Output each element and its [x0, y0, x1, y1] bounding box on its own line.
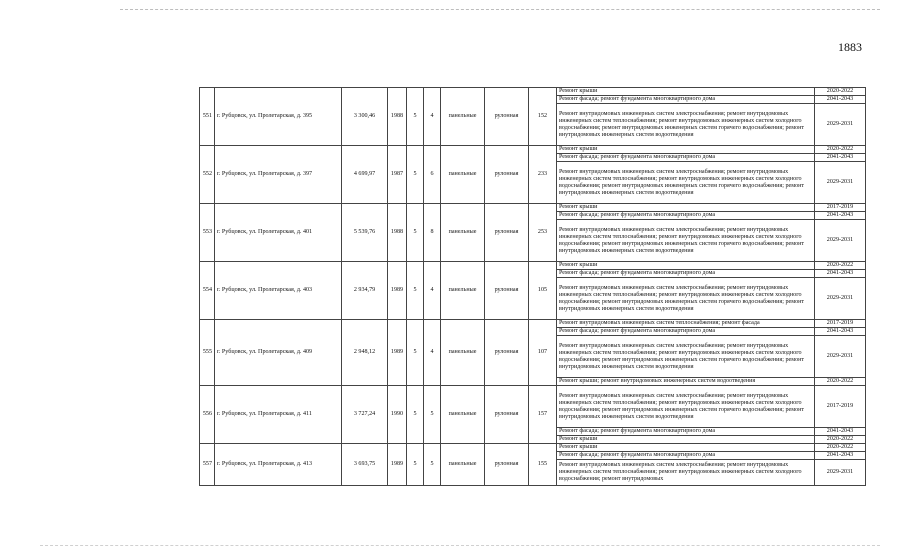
- cell-entrances: 6: [424, 146, 441, 204]
- page-number: 1883: [838, 40, 862, 54]
- cell-work-type: Ремонт фасада; ремонт фундамента многоквартирного дома: [557, 154, 815, 162]
- cell-period: 2020-2022: [815, 444, 866, 452]
- cell-apartments: 157: [529, 386, 557, 444]
- cell-work-type: Ремонт внутридомовых инженерных систем теплоснабжения; ремонт фасада: [557, 320, 815, 328]
- cell-period: 2029-2031: [815, 220, 866, 262]
- cell-area: 4 699,97: [342, 146, 388, 204]
- cell-area: 5 539,76: [342, 204, 388, 262]
- cell-address: г. Рубцовск, ул. Пролетарская, д. 401: [215, 204, 342, 262]
- cell-work-type: Ремонт крыши: [557, 262, 815, 270]
- table-row: [200, 88, 866, 96]
- cell-roof: рулонная: [485, 204, 529, 262]
- cell-walls: панельные: [441, 146, 485, 204]
- cell-num: 551: [200, 88, 215, 146]
- scan-artifact-bottom: [40, 545, 880, 546]
- cell-year: 1988: [388, 204, 407, 262]
- cell-roof: рулонная: [485, 386, 529, 444]
- cell-apartments: 152: [529, 88, 557, 146]
- cell-walls: панельные: [441, 320, 485, 386]
- cell-floors: 5: [407, 320, 424, 386]
- cell-walls: панельные: [441, 204, 485, 262]
- cell-floors: 5: [407, 444, 424, 486]
- cell-apartments: 233: [529, 146, 557, 204]
- table-row: [200, 386, 866, 428]
- cell-year: 1989: [388, 444, 407, 486]
- housing-repair-table: [199, 87, 866, 486]
- cell-work-type: Ремонт фасада; ремонт фундамента многоквартирного дома: [557, 212, 815, 220]
- cell-roof: рулонная: [485, 320, 529, 386]
- cell-period: 2041-2043: [815, 270, 866, 278]
- cell-address: г. Рубцовск, ул. Пролетарская, д. 411: [215, 386, 342, 444]
- cell-work-type: Ремонт фасада; ремонт фундамента многоквартирного дома: [557, 270, 815, 278]
- cell-period: 2020-2022: [815, 378, 866, 386]
- cell-entrances: 5: [424, 386, 441, 444]
- cell-work-type: Ремонт внутридомовых инженерных систем электроснабжения; ремонт внутридомовых инженерных систем теплоснабжения; ремонт внутридомовых инженерных систем холодного водоснабжения; ремонт внутридомовых: [557, 460, 815, 486]
- cell-year: 1990: [388, 386, 407, 444]
- cell-work-type: Ремонт внутридомовых инженерных систем электроснабжения; ремонт внутридомовых инженерных систем теплоснабжения; ремонт внутридомовых инженерных систем холодного водоснабжения; ремонт внутридомовых инженерных систем горячего водоснабжения; ремонт внутридомовых инженерных систем водоотведения: [557, 162, 815, 204]
- cell-roof: рулонная: [485, 146, 529, 204]
- cell-entrances: 4: [424, 88, 441, 146]
- cell-walls: панельные: [441, 444, 485, 486]
- cell-period: 2017-2019: [815, 386, 866, 428]
- cell-work-type: Ремонт фасада; ремонт фундамента многоквартирного дома: [557, 428, 815, 436]
- cell-floors: 5: [407, 262, 424, 320]
- cell-area: 2 948,12: [342, 320, 388, 386]
- cell-floors: 5: [407, 146, 424, 204]
- cell-period: 2020-2022: [815, 146, 866, 154]
- cell-address: г. Рубцовск, ул. Пролетарская, д. 395: [215, 88, 342, 146]
- cell-work-type: Ремонт внутридомовых инженерных систем электроснабжения; ремонт внутридомовых инженерных систем теплоснабжения; ремонт внутридомовых инженерных систем холодного водоснабжения; ремонт внутридомовых инженерных систем горячего водоснабжения; ремонт внутридомовых инженерных систем водоотведения: [557, 220, 815, 262]
- cell-walls: панельные: [441, 88, 485, 146]
- cell-period: 2029-2031: [815, 336, 866, 378]
- cell-num: 553: [200, 204, 215, 262]
- cell-address: г. Рубцовск, ул. Пролетарская, д. 397: [215, 146, 342, 204]
- cell-work-type: Ремонт крыши; ремонт внутридомовых инженерных систем водоотведения: [557, 378, 815, 386]
- cell-num: 557: [200, 444, 215, 486]
- cell-year: 1987: [388, 146, 407, 204]
- cell-period: 2020-2022: [815, 88, 866, 96]
- cell-year: 1988: [388, 88, 407, 146]
- cell-floors: 5: [407, 204, 424, 262]
- cell-work-type: Ремонт внутридомовых инженерных систем электроснабжения; ремонт внутридомовых инженерных систем теплоснабжения; ремонт внутридомовых инженерных систем холодного водоснабжения; ремонт внутридомовых инженерных систем горячего водоснабжения; ремонт внутридомовых инженерных систем водоотведения: [557, 386, 815, 428]
- cell-area: 2 934,79: [342, 262, 388, 320]
- cell-year: 1989: [388, 320, 407, 386]
- cell-entrances: 8: [424, 204, 441, 262]
- cell-period: 2029-2031: [815, 460, 866, 486]
- cell-period: 2017-2019: [815, 204, 866, 212]
- cell-num: 552: [200, 146, 215, 204]
- cell-period: 2029-2031: [815, 104, 866, 146]
- cell-num: 556: [200, 386, 215, 444]
- cell-work-type: Ремонт крыши: [557, 444, 815, 452]
- cell-entrances: 4: [424, 320, 441, 386]
- cell-period: 2041-2043: [815, 212, 866, 220]
- cell-work-type: Ремонт внутридомовых инженерных систем электроснабжения; ремонт внутридомовых инженерных систем теплоснабжения; ремонт внутридомовых инженерных систем холодного водоснабжения; ремонт внутридомовых инженерных систем горячего водоснабжения; ремонт внутридомовых инженерных систем водоотведения: [557, 104, 815, 146]
- cell-walls: панельные: [441, 262, 485, 320]
- cell-period: 2041-2043: [815, 154, 866, 162]
- cell-work-type: Ремонт внутридомовых инженерных систем электроснабжения; ремонт внутридомовых инженерных систем теплоснабжения; ремонт внутридомовых инженерных систем холодного водоснабжения; ремонт внутридомовых инженерных систем горячего водоснабжения; ремонт внутридомовых инженерных систем водоотведения: [557, 278, 815, 320]
- cell-period: 2029-2031: [815, 162, 866, 204]
- table-row: [200, 320, 866, 328]
- cell-address: г. Рубцовск, ул. Пролетарская, д. 413: [215, 444, 342, 486]
- cell-apartments: 253: [529, 204, 557, 262]
- cell-work-type: Ремонт фасада; ремонт фундамента многоквартирного дома: [557, 96, 815, 104]
- cell-period: 2020-2022: [815, 262, 866, 270]
- cell-work-type: Ремонт внутридомовых инженерных систем электроснабжения; ремонт внутридомовых инженерных систем теплоснабжения; ремонт внутридомовых инженерных систем холодного водоснабжения; ремонт внутридомовых инженерных систем горячего водоснабжения; ремонт внутридомовых инженерных систем водоотведения: [557, 336, 815, 378]
- table-row: [200, 146, 866, 154]
- cell-area: 3 727,24: [342, 386, 388, 444]
- cell-work-type: Ремонт крыши: [557, 204, 815, 212]
- cell-work-type: Ремонт фасада; ремонт фундамента многоквартирного дома: [557, 452, 815, 460]
- cell-work-type: Ремонт крыши: [557, 88, 815, 96]
- cell-period: 2041-2043: [815, 96, 866, 104]
- cell-work-type: Ремонт крыши: [557, 436, 815, 444]
- cell-period: 2041-2043: [815, 452, 866, 460]
- cell-num: 555: [200, 320, 215, 386]
- cell-address: г. Рубцовск, ул. Пролетарская, д. 409: [215, 320, 342, 386]
- scan-artifact-top: [120, 9, 880, 10]
- cell-address: г. Рубцовск, ул. Пролетарская, д. 403: [215, 262, 342, 320]
- cell-area: 3 300,46: [342, 88, 388, 146]
- table-row: [200, 444, 866, 452]
- cell-walls: панельные: [441, 386, 485, 444]
- cell-period: 2041-2043: [815, 328, 866, 336]
- cell-period: 2041-2043: [815, 428, 866, 436]
- cell-num: 554: [200, 262, 215, 320]
- cell-apartments: 155: [529, 444, 557, 486]
- cell-work-type: Ремонт крыши: [557, 146, 815, 154]
- cell-floors: 5: [407, 88, 424, 146]
- cell-roof: рулонная: [485, 444, 529, 486]
- cell-roof: рулонная: [485, 262, 529, 320]
- cell-period: 2029-2031: [815, 278, 866, 320]
- cell-area: 3 693,75: [342, 444, 388, 486]
- cell-period: 2017-2019: [815, 320, 866, 328]
- cell-floors: 5: [407, 386, 424, 444]
- cell-year: 1989: [388, 262, 407, 320]
- table-row: [200, 204, 866, 212]
- cell-entrances: 5: [424, 444, 441, 486]
- cell-apartments: 105: [529, 262, 557, 320]
- table-row: [200, 262, 866, 270]
- cell-entrances: 4: [424, 262, 441, 320]
- cell-roof: рулонная: [485, 88, 529, 146]
- cell-work-type: Ремонт фасада; ремонт фундамента многоквартирного дома: [557, 328, 815, 336]
- cell-apartments: 107: [529, 320, 557, 386]
- cell-period: 2020-2022: [815, 436, 866, 444]
